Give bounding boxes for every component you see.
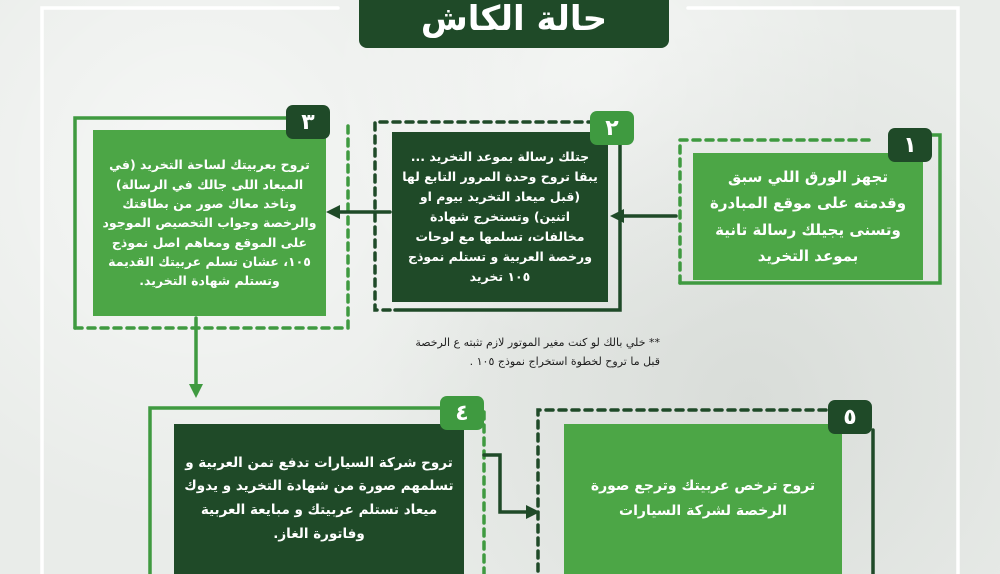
step-2-badge: ٢ xyxy=(590,111,634,145)
step-4-badge: ٤ xyxy=(440,396,484,430)
motor-change-note xyxy=(315,334,660,371)
step-3-badge: ٣ xyxy=(286,105,330,139)
step-1-badge: ١ xyxy=(888,128,932,162)
step-1-card: تجهز الورق اللي سبق وقدمته على موقع المبادرة وتسنى يجيلك رسالة تانية بموعد التخريد xyxy=(693,153,923,280)
step-5-badge: ٥ xyxy=(828,400,872,434)
step-5-card: تروح ترخص عربيتك وترجع صورة الرخصة لشركة السيارات xyxy=(564,424,842,574)
step-2-card: جتلك رسالة بموعد التخريد ... يبقا تروح وحدة المرور التابع لها (قبل ميعاد التخريد بيوم او اتنين) وتستخرج شهادة مخالفات، تسلمها مع لوحات ورخصة العربية و تستلم نموذج ١٠٥ تخريد xyxy=(392,132,608,302)
step-4-card: تروح شركة السيارات تدفع تمن العربية و تسلمهم صورة من شهادة التخريد و يدوك ميعاد تستلم عربيتك و مبايعة العربية وفاتورة الغاز. xyxy=(174,424,464,574)
step-3-card: تروح بعربيتك لساحة التخريد (في الميعاد اللى جالك في الرسالة) وتاخد معاك صور من بطاقتك والرخصة وجواب التخصيص الموجود على الموقع ومعاهم اصل نموذج ١٠٥، عشان تسلم عربيتك القديمة وتستلم شهادة التخريد. xyxy=(93,130,326,316)
arrowhead-step1-to-step2 xyxy=(610,209,624,223)
arrowhead-step3-to-step4 xyxy=(189,384,203,398)
arrow-step4-to-step5 xyxy=(484,455,528,512)
note-line-2: قبل ما تروح لخطوة استخراج نموذج ١٠٥ . xyxy=(469,354,660,368)
note-line-1: ** خلي بالك لو كنت مغير الموتور لازم تثبته ع الرخصة xyxy=(415,336,660,349)
page-title: حالة الكاش xyxy=(359,0,669,48)
arrowhead-step2-to-step3 xyxy=(326,205,340,219)
